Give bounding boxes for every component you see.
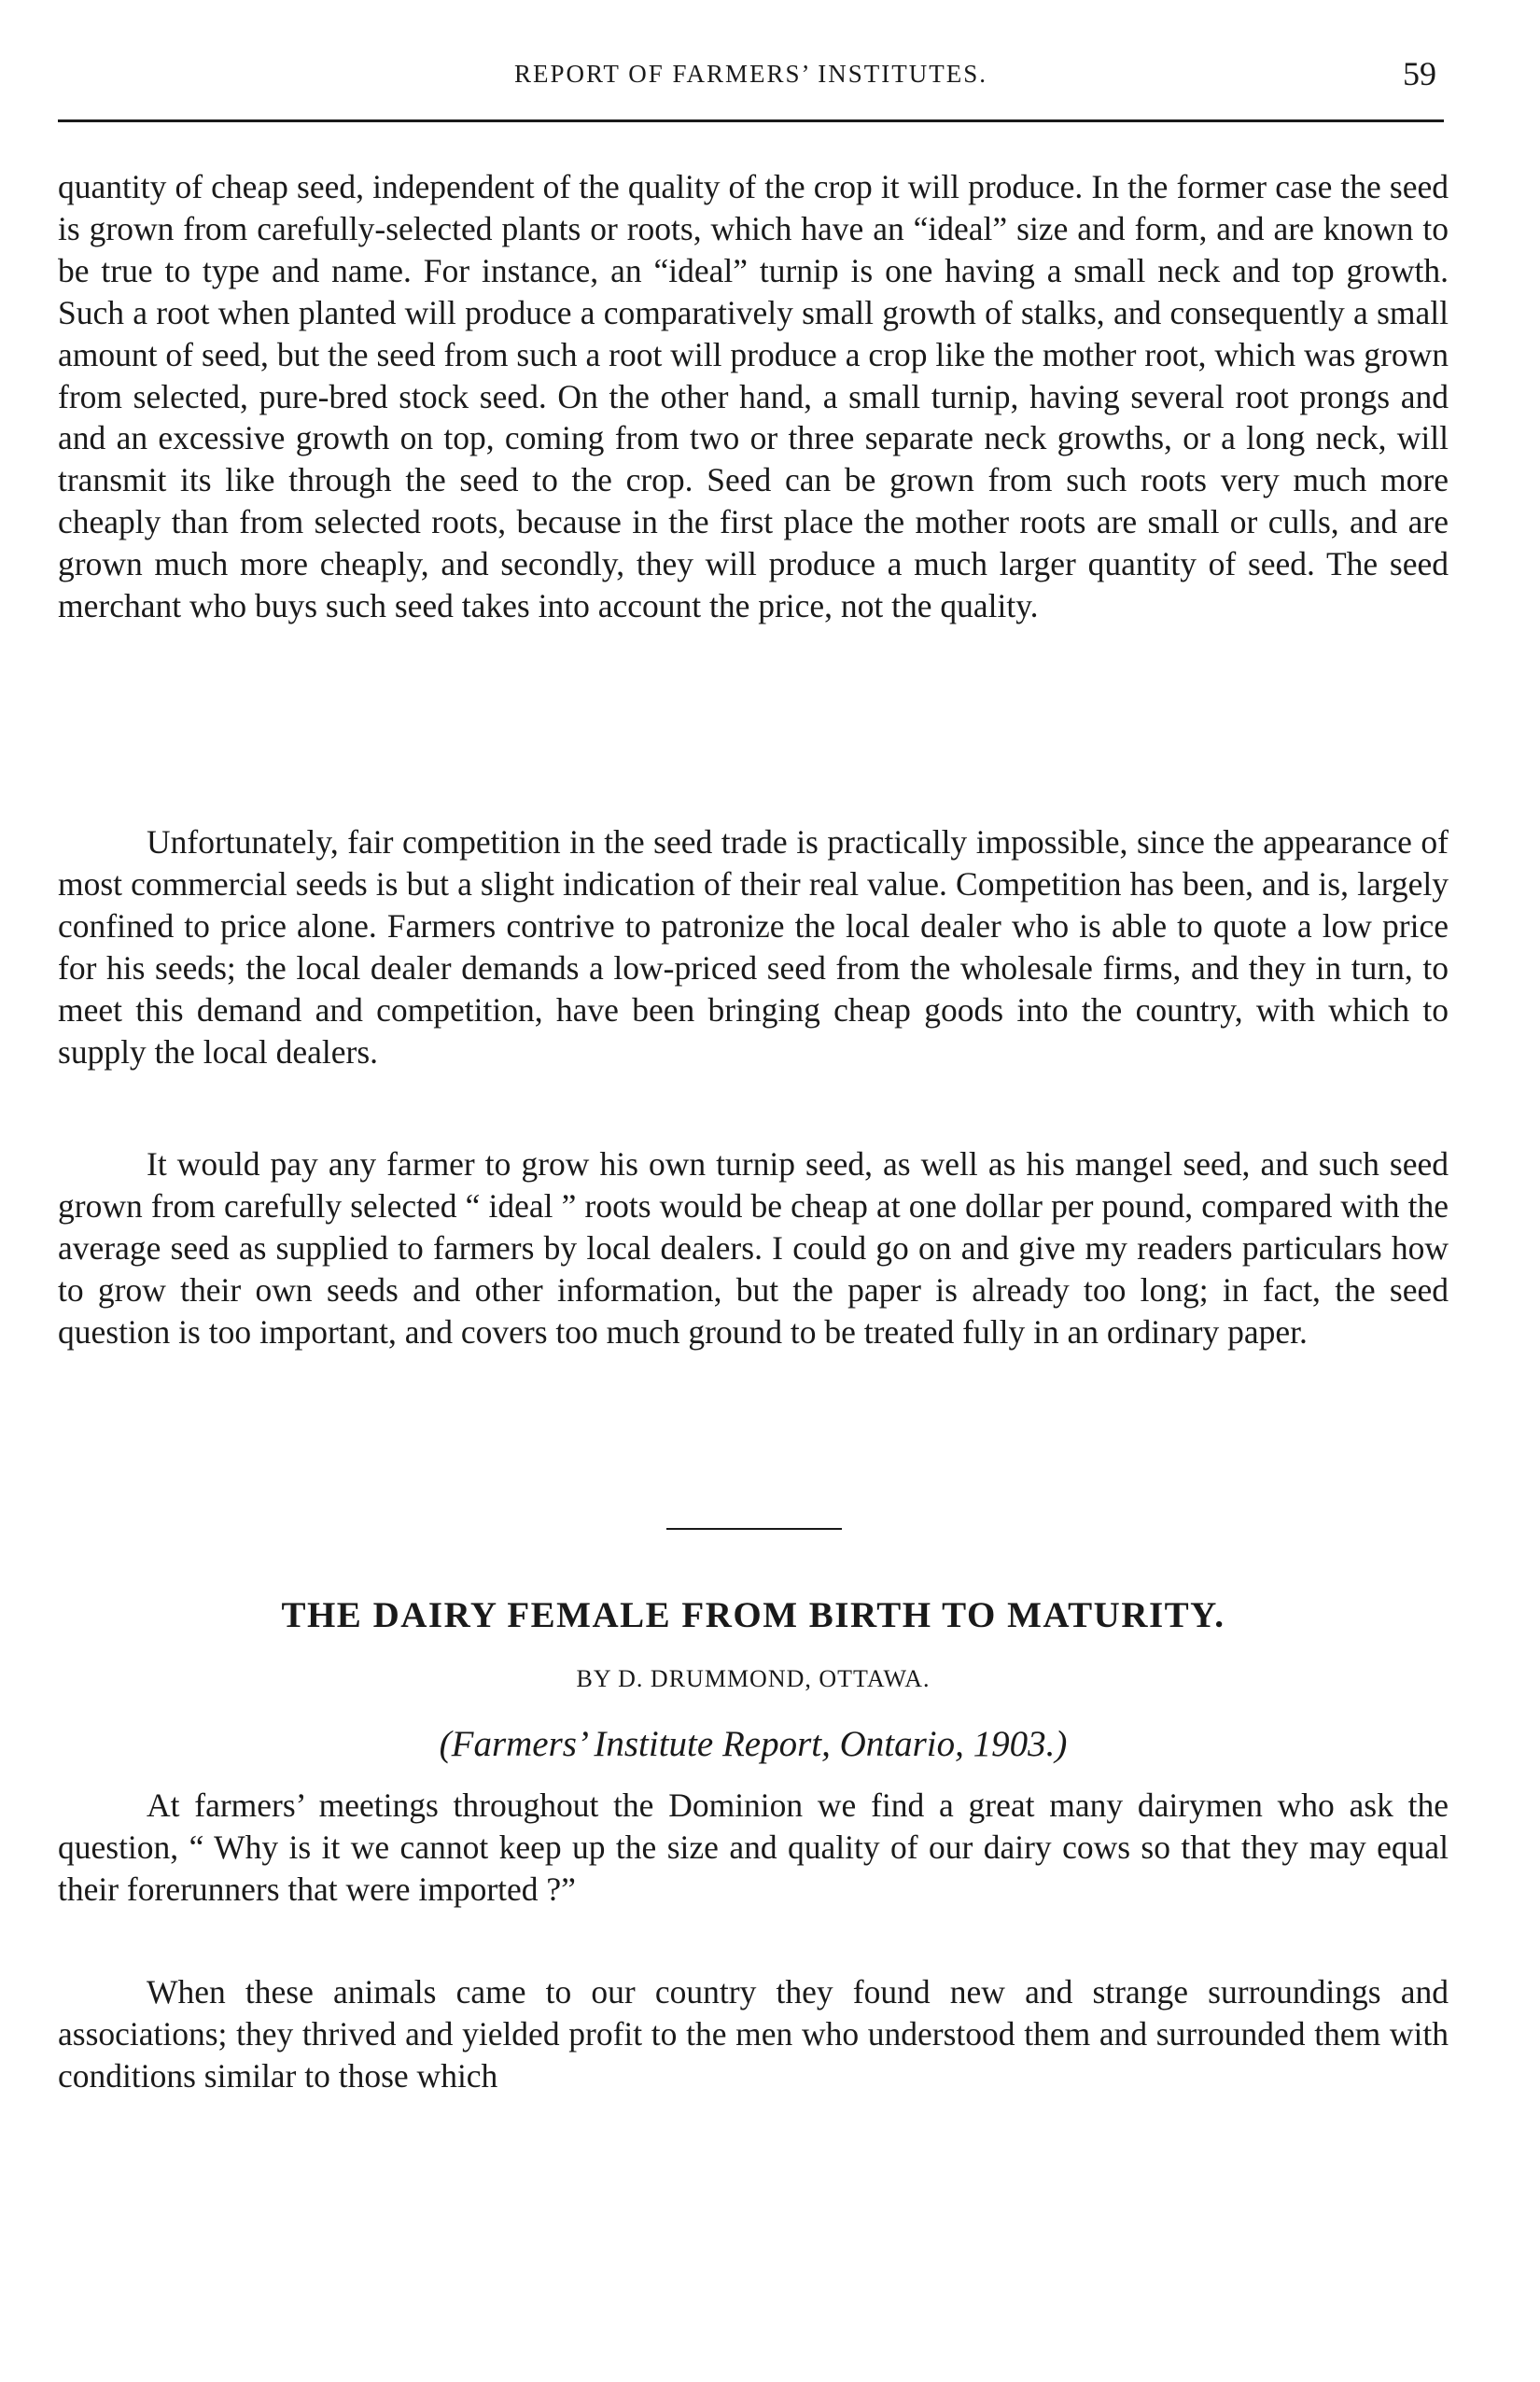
section-divider [666,1528,842,1530]
running-title: REPORT OF FARMERS’ INSTITUTES. [514,60,987,88]
article-byline: BY D. DRUMMOND, OTTAWA. [576,1665,931,1692]
paragraph-grow-own-seed: It would pay any farmer to grow his own turnip seed, as well as his mangel seed, and such seed grown from carefully selected “ ideal ” roots would be cheap at one dollar per pound, compared with the average seed as supplied to farmers by local dealers. I could go on and give my readers particulars how to grow their own seeds and other information, but the paper is already too long; in fact, the seed question is too important, and covers too much ground to be treated fully in an ordinary paper. [58,1145,1449,1351]
page-number: 59 [1403,55,1436,92]
paragraph-seed-competition: Unfortunately, fair competition in the seed trade is practically impossible, since the appearance of most commercial seeds is but a slight indication of their real value. Competition has been, and is, largely confined to price alone. Farmers contrive to patronize the local dealer who is able to quote a low price for his seeds; the local dealer demands a low-priced seed from the wholesale firms, and they in turn, to meet this demand and competition, have been bringing cheap goods into the country, with which to supply the local dealers. [58,823,1449,1071]
paragraph-animals-arrival: When these animals came to our country they found new and strange surroundings and associations; they thrived and yielded profit to the men who understood them and surrounded them with conditions similar to those which [58,1973,1449,2095]
article-title: THE DAIRY FEMALE FROM BIRTH TO MATURITY. [281,1595,1225,1635]
header-rule [58,119,1444,122]
article-source: (Farmers’ Institute Report, Ontario, 1903.) [439,1724,1068,1764]
paragraph-dairymen-question: At farmers’ meetings throughout the Dominion we find a great many dairymen who ask the question, “ Why is it we cannot keep up the size and quality of our dairy cows so that they may equal their forerunners that were imported ?” [58,1786,1449,1908]
running-header [58,54,1444,99]
paragraph-seed-quality: quantity of cheap seed, independent of the quality of the crop it will produce. In the former case the seed is grown from carefully-selected plants or roots, which have an “ideal” size and form, and are known to be true to type and name. For instance, an “ideal” turnip is one having a small neck and top growth. Such a root when planted will produce a comparatively small growth of stalks, and consequently a small amount of seed, but the seed from such a root will produce a crop like the mother root, which was grown from selected, pure-bred stock seed. On the other hand, a small turnip, having several root prongs and and an excessive growth on top, coming from two or three separate neck growths, or a long neck, will transmit its like through the seed to the crop. Seed can be grown from such roots very much more cheaply than from selected roots, because in the first place the mother roots are small or culls, and are grown much more cheaply, and secondly, they will produce a much larger quantity of seed. The seed merchant who buys such seed takes into account the price, not the quality. [58,168,1449,625]
